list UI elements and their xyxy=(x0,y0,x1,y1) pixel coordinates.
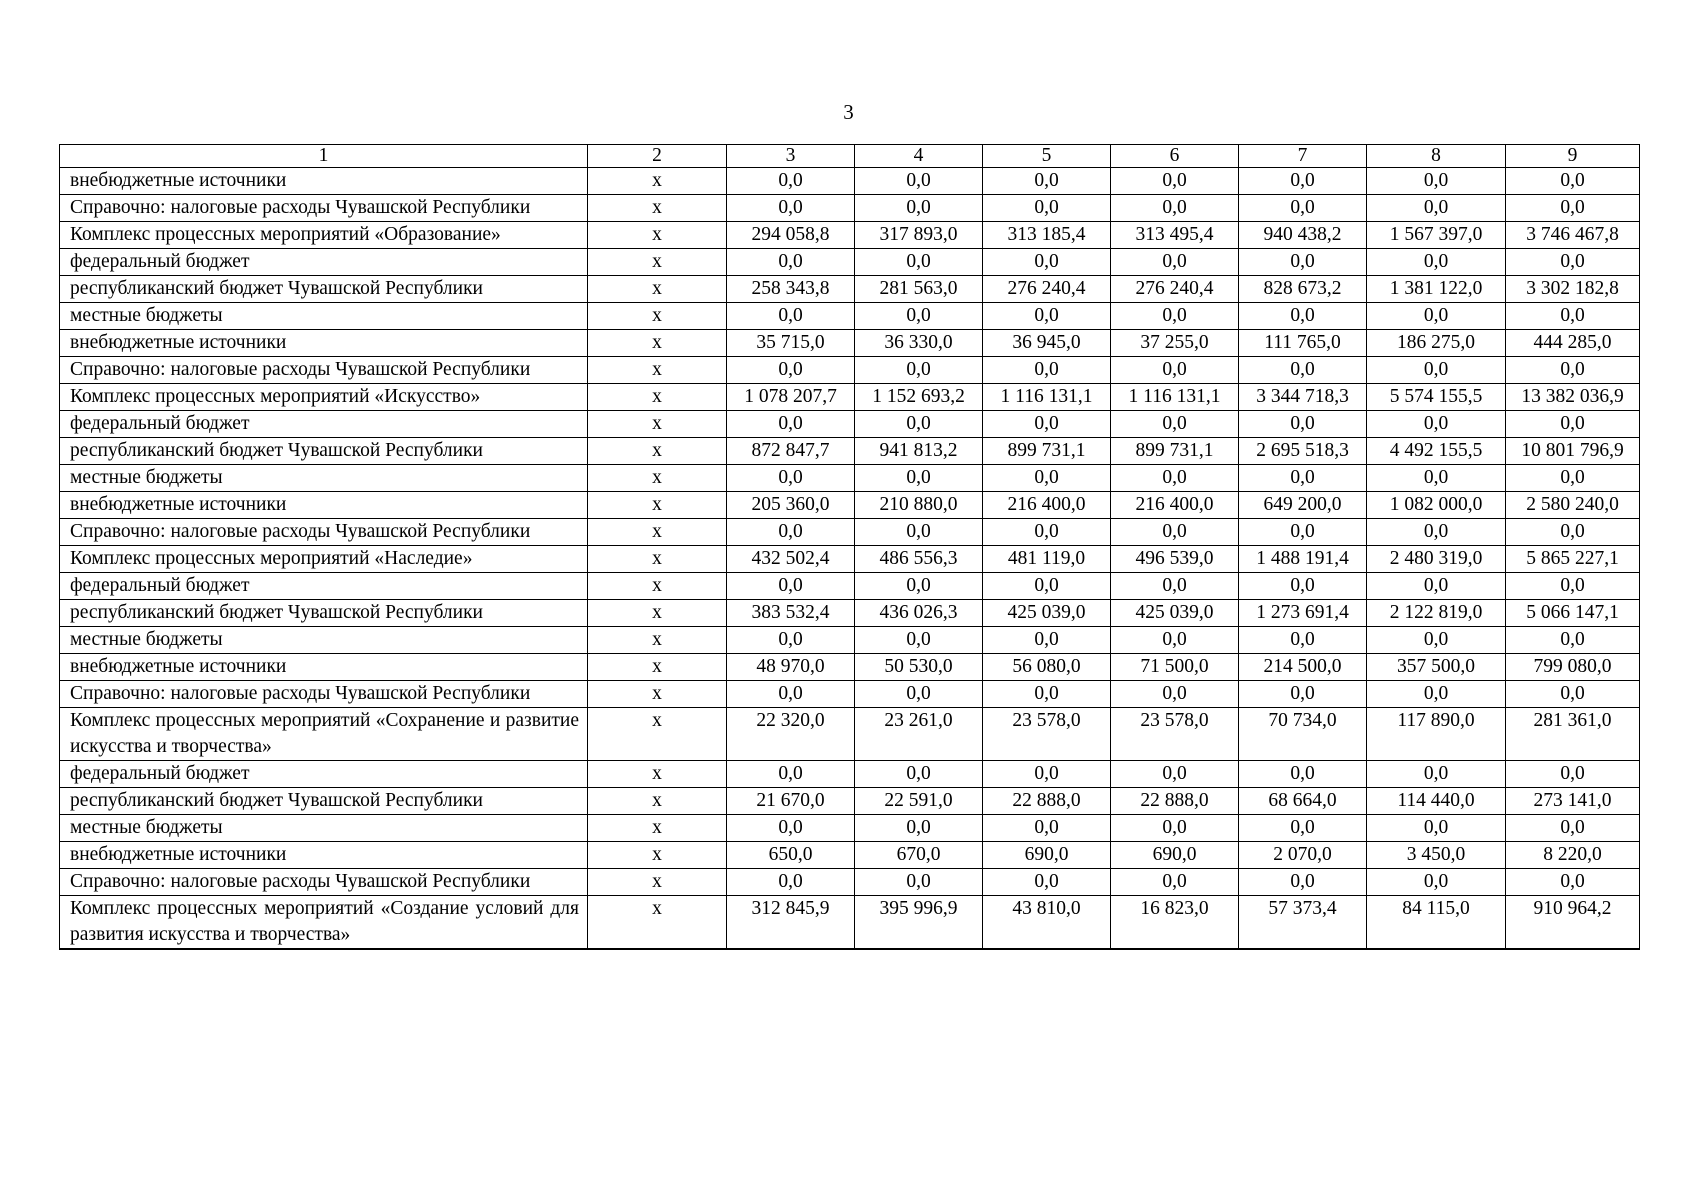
value-cell: 0,0 xyxy=(727,627,855,654)
value-cell: 0,0 xyxy=(855,519,983,546)
value-cell: 910 964,2 xyxy=(1506,896,1640,950)
value-cell: 0,0 xyxy=(727,168,855,195)
value-cell: 0,0 xyxy=(1111,303,1239,330)
value-cell: 70 734,0 xyxy=(1239,708,1367,761)
value-cell: 216 400,0 xyxy=(983,492,1111,519)
value-cell: 395 996,9 xyxy=(855,896,983,950)
value-cell: 0,0 xyxy=(727,815,855,842)
value-cell: 0,0 xyxy=(1111,357,1239,384)
value-cell: 0,0 xyxy=(983,573,1111,600)
row-name-cell: Комплекс процессных мероприятий «Образование» xyxy=(60,222,588,249)
value-cell: 0,0 xyxy=(1239,168,1367,195)
value-cell: 0,0 xyxy=(1506,195,1640,222)
value-cell: 0,0 xyxy=(727,357,855,384)
table-row xyxy=(60,330,1640,357)
row-code-cell: х xyxy=(588,869,727,896)
value-cell: 690,0 xyxy=(1111,842,1239,869)
table-row xyxy=(60,708,1640,761)
value-cell: 2 070,0 xyxy=(1239,842,1367,869)
table-row xyxy=(60,438,1640,465)
row-name-cell: федеральный бюджет xyxy=(60,573,588,600)
value-cell: 5 574 155,5 xyxy=(1367,384,1506,411)
value-cell: 4 492 155,5 xyxy=(1367,438,1506,465)
value-cell: 276 240,4 xyxy=(983,276,1111,303)
value-cell: 432 502,4 xyxy=(727,546,855,573)
value-cell: 0,0 xyxy=(983,411,1111,438)
value-cell: 0,0 xyxy=(1506,869,1640,896)
row-code-cell: х xyxy=(588,411,727,438)
row-code-cell: х xyxy=(588,681,727,708)
value-cell: 0,0 xyxy=(1367,627,1506,654)
row-name-cell: Справочно: налоговые расходы Чувашской Республики xyxy=(60,519,588,546)
value-cell: 496 539,0 xyxy=(1111,546,1239,573)
value-cell: 0,0 xyxy=(727,465,855,492)
row-code-cell: х xyxy=(588,492,727,519)
value-cell: 481 119,0 xyxy=(983,546,1111,573)
value-cell: 68 664,0 xyxy=(1239,788,1367,815)
row-code-cell: х xyxy=(588,600,727,627)
row-code-cell: х xyxy=(588,249,727,276)
value-cell: 0,0 xyxy=(855,168,983,195)
value-cell: 0,0 xyxy=(1111,761,1239,788)
value-cell: 0,0 xyxy=(1506,627,1640,654)
value-cell: 0,0 xyxy=(1239,815,1367,842)
value-cell: 22 591,0 xyxy=(855,788,983,815)
value-cell: 0,0 xyxy=(1111,249,1239,276)
value-cell: 258 343,8 xyxy=(727,276,855,303)
row-code-cell: х xyxy=(588,465,727,492)
value-cell: 3 746 467,8 xyxy=(1506,222,1640,249)
table-row xyxy=(60,411,1640,438)
value-cell: 0,0 xyxy=(1506,249,1640,276)
value-cell: 0,0 xyxy=(1367,815,1506,842)
value-cell: 0,0 xyxy=(1239,627,1367,654)
table-row xyxy=(60,492,1640,519)
value-cell: 294 058,8 xyxy=(727,222,855,249)
row-code-cell: х xyxy=(588,573,727,600)
value-cell: 0,0 xyxy=(855,815,983,842)
value-cell: 357 500,0 xyxy=(1367,654,1506,681)
value-cell: 23 578,0 xyxy=(1111,708,1239,761)
value-cell: 436 026,3 xyxy=(855,600,983,627)
row-name-cell: республиканский бюджет Чувашской Республики xyxy=(60,276,588,303)
value-cell: 0,0 xyxy=(855,869,983,896)
value-cell: 2 580 240,0 xyxy=(1506,492,1640,519)
table-row xyxy=(60,276,1640,303)
page-number: 3 xyxy=(843,100,854,124)
row-code-cell: х xyxy=(588,708,727,761)
row-code-cell: х xyxy=(588,168,727,195)
row-code-cell: х xyxy=(588,195,727,222)
value-cell: 0,0 xyxy=(1506,573,1640,600)
value-cell: 425 039,0 xyxy=(1111,600,1239,627)
row-code-cell: х xyxy=(588,627,727,654)
value-cell: 16 823,0 xyxy=(1111,896,1239,950)
value-cell: 0,0 xyxy=(1111,815,1239,842)
value-cell: 36 330,0 xyxy=(855,330,983,357)
value-cell: 0,0 xyxy=(855,681,983,708)
value-cell: 0,0 xyxy=(727,249,855,276)
value-cell: 43 810,0 xyxy=(983,896,1111,950)
value-cell: 0,0 xyxy=(1111,681,1239,708)
row-code-cell: х xyxy=(588,438,727,465)
row-name-cell: Справочно: налоговые расходы Чувашской Республики xyxy=(60,681,588,708)
table-row xyxy=(60,303,1640,330)
row-name-cell: местные бюджеты xyxy=(60,627,588,654)
value-cell: 3 450,0 xyxy=(1367,842,1506,869)
value-cell: 22 888,0 xyxy=(983,788,1111,815)
value-cell: 0,0 xyxy=(1367,573,1506,600)
table-row xyxy=(60,573,1640,600)
value-cell: 0,0 xyxy=(983,303,1111,330)
value-cell: 0,0 xyxy=(983,627,1111,654)
value-cell: 0,0 xyxy=(855,357,983,384)
value-cell: 0,0 xyxy=(855,761,983,788)
row-name-cell: Справочно: налоговые расходы Чувашской Республики xyxy=(60,357,588,384)
value-cell: 21 670,0 xyxy=(727,788,855,815)
value-cell: 2 480 319,0 xyxy=(1367,546,1506,573)
value-cell: 0,0 xyxy=(855,573,983,600)
value-cell: 0,0 xyxy=(983,465,1111,492)
value-cell: 1 082 000,0 xyxy=(1367,492,1506,519)
value-cell: 899 731,1 xyxy=(1111,438,1239,465)
row-name-cell: Справочно: налоговые расходы Чувашской Республики xyxy=(60,195,588,222)
value-cell: 0,0 xyxy=(1367,357,1506,384)
value-cell: 0,0 xyxy=(1506,815,1640,842)
value-cell: 425 039,0 xyxy=(983,600,1111,627)
table-row xyxy=(60,249,1640,276)
table-row xyxy=(60,357,1640,384)
row-code-cell: х xyxy=(588,276,727,303)
row-code-cell: х xyxy=(588,654,727,681)
value-cell: 0,0 xyxy=(1506,681,1640,708)
value-cell: 13 382 036,9 xyxy=(1506,384,1640,411)
column-header: 2 xyxy=(588,145,727,168)
row-name-cell: Справочно: налоговые расходы Чувашской Республики xyxy=(60,869,588,896)
value-cell: 0,0 xyxy=(983,357,1111,384)
value-cell: 1 488 191,4 xyxy=(1239,546,1367,573)
value-cell: 0,0 xyxy=(1506,761,1640,788)
value-cell: 1 273 691,4 xyxy=(1239,600,1367,627)
value-cell: 317 893,0 xyxy=(855,222,983,249)
value-cell: 56 080,0 xyxy=(983,654,1111,681)
value-cell: 210 880,0 xyxy=(855,492,983,519)
value-cell: 1 381 122,0 xyxy=(1367,276,1506,303)
value-cell: 0,0 xyxy=(1506,357,1640,384)
table-row xyxy=(60,168,1640,195)
value-cell: 828 673,2 xyxy=(1239,276,1367,303)
value-cell: 205 360,0 xyxy=(727,492,855,519)
row-name-cell: внебюджетные источники xyxy=(60,168,588,195)
value-cell: 0,0 xyxy=(1367,519,1506,546)
table-row xyxy=(60,519,1640,546)
row-code-cell: х xyxy=(588,357,727,384)
value-cell: 186 275,0 xyxy=(1367,330,1506,357)
value-cell: 0,0 xyxy=(1239,249,1367,276)
row-code-cell: х xyxy=(588,222,727,249)
row-code-cell: х xyxy=(588,384,727,411)
row-name-cell: внебюджетные источники xyxy=(60,654,588,681)
column-number-row xyxy=(60,145,1640,168)
value-cell: 383 532,4 xyxy=(727,600,855,627)
value-cell: 23 261,0 xyxy=(855,708,983,761)
value-cell: 0,0 xyxy=(1239,573,1367,600)
row-name-cell: внебюджетные источники xyxy=(60,842,588,869)
value-cell: 313 185,4 xyxy=(983,222,1111,249)
value-cell: 690,0 xyxy=(983,842,1111,869)
column-header: 6 xyxy=(1111,145,1239,168)
column-header: 9 xyxy=(1506,145,1640,168)
column-header: 4 xyxy=(855,145,983,168)
value-cell: 486 556,3 xyxy=(855,546,983,573)
value-cell: 0,0 xyxy=(1239,869,1367,896)
value-cell: 37 255,0 xyxy=(1111,330,1239,357)
value-cell: 0,0 xyxy=(1367,869,1506,896)
value-cell: 0,0 xyxy=(1506,411,1640,438)
value-cell: 0,0 xyxy=(983,681,1111,708)
table-row xyxy=(60,842,1640,869)
value-cell: 0,0 xyxy=(1367,411,1506,438)
table-row xyxy=(60,761,1640,788)
row-name-cell: федеральный бюджет xyxy=(60,411,588,438)
row-name-cell: Комплекс процессных мероприятий «Искусство» xyxy=(60,384,588,411)
value-cell: 5 066 147,1 xyxy=(1506,600,1640,627)
table-row xyxy=(60,546,1640,573)
value-cell: 57 373,4 xyxy=(1239,896,1367,950)
value-cell: 36 945,0 xyxy=(983,330,1111,357)
row-code-cell: х xyxy=(588,815,727,842)
value-cell: 0,0 xyxy=(855,465,983,492)
column-header: 5 xyxy=(983,145,1111,168)
value-cell: 111 765,0 xyxy=(1239,330,1367,357)
column-header: 3 xyxy=(727,145,855,168)
table-body xyxy=(60,168,1640,950)
value-cell: 444 285,0 xyxy=(1506,330,1640,357)
value-cell: 0,0 xyxy=(727,573,855,600)
value-cell: 940 438,2 xyxy=(1239,222,1367,249)
value-cell: 71 500,0 xyxy=(1111,654,1239,681)
value-cell: 0,0 xyxy=(855,627,983,654)
value-cell: 0,0 xyxy=(1239,519,1367,546)
value-cell: 0,0 xyxy=(1111,195,1239,222)
value-cell: 941 813,2 xyxy=(855,438,983,465)
row-name-cell: федеральный бюджет xyxy=(60,761,588,788)
value-cell: 0,0 xyxy=(1367,303,1506,330)
value-cell: 649 200,0 xyxy=(1239,492,1367,519)
table-row xyxy=(60,788,1640,815)
value-cell: 0,0 xyxy=(1367,168,1506,195)
value-cell: 0,0 xyxy=(1367,195,1506,222)
value-cell: 0,0 xyxy=(727,411,855,438)
row-code-cell: х xyxy=(588,761,727,788)
row-name-cell: местные бюджеты xyxy=(60,815,588,842)
value-cell: 0,0 xyxy=(1111,411,1239,438)
value-cell: 0,0 xyxy=(1239,465,1367,492)
value-cell: 35 715,0 xyxy=(727,330,855,357)
value-cell: 0,0 xyxy=(1239,681,1367,708)
row-name-cell: республиканский бюджет Чувашской Республики xyxy=(60,600,588,627)
value-cell: 10 801 796,9 xyxy=(1506,438,1640,465)
column-header: 8 xyxy=(1367,145,1506,168)
row-code-cell: х xyxy=(588,896,727,950)
value-cell: 2 695 518,3 xyxy=(1239,438,1367,465)
value-cell: 0,0 xyxy=(1111,627,1239,654)
value-cell: 0,0 xyxy=(1239,195,1367,222)
table-row xyxy=(60,681,1640,708)
value-cell: 0,0 xyxy=(1111,168,1239,195)
row-name-cell: Комплекс процессных мероприятий «Сохранение и развитие искусства и творчества» xyxy=(60,708,588,761)
value-cell: 281 563,0 xyxy=(855,276,983,303)
value-cell: 872 847,7 xyxy=(727,438,855,465)
value-cell: 670,0 xyxy=(855,842,983,869)
value-cell: 3 302 182,8 xyxy=(1506,276,1640,303)
value-cell: 0,0 xyxy=(983,519,1111,546)
column-header: 7 xyxy=(1239,145,1367,168)
value-cell: 0,0 xyxy=(1239,761,1367,788)
value-cell: 0,0 xyxy=(727,761,855,788)
row-code-cell: х xyxy=(588,303,727,330)
table-row xyxy=(60,195,1640,222)
value-cell: 0,0 xyxy=(1506,303,1640,330)
value-cell: 0,0 xyxy=(855,249,983,276)
value-cell: 0,0 xyxy=(983,815,1111,842)
row-code-cell: х xyxy=(588,330,727,357)
table-row xyxy=(60,896,1640,950)
value-cell: 281 361,0 xyxy=(1506,708,1640,761)
value-cell: 0,0 xyxy=(727,303,855,330)
value-cell: 50 530,0 xyxy=(855,654,983,681)
table-row xyxy=(60,815,1640,842)
table-row xyxy=(60,465,1640,492)
value-cell: 22 320,0 xyxy=(727,708,855,761)
table-row xyxy=(60,384,1640,411)
value-cell: 114 440,0 xyxy=(1367,788,1506,815)
row-name-cell: Комплекс процессных мероприятий «Наследие» xyxy=(60,546,588,573)
row-name-cell: республиканский бюджет Чувашской Республики xyxy=(60,438,588,465)
value-cell: 1 567 397,0 xyxy=(1367,222,1506,249)
value-cell: 22 888,0 xyxy=(1111,788,1239,815)
row-name-cell: внебюджетные источники xyxy=(60,492,588,519)
row-code-cell: х xyxy=(588,546,727,573)
value-cell: 0,0 xyxy=(855,195,983,222)
value-cell: 2 122 819,0 xyxy=(1367,600,1506,627)
value-cell: 84 115,0 xyxy=(1367,896,1506,950)
value-cell: 0,0 xyxy=(1367,465,1506,492)
value-cell: 0,0 xyxy=(1367,761,1506,788)
value-cell: 0,0 xyxy=(983,869,1111,896)
value-cell: 0,0 xyxy=(1239,411,1367,438)
value-cell: 273 141,0 xyxy=(1506,788,1640,815)
value-cell: 23 578,0 xyxy=(983,708,1111,761)
value-cell: 48 970,0 xyxy=(727,654,855,681)
value-cell: 5 865 227,1 xyxy=(1506,546,1640,573)
value-cell: 0,0 xyxy=(727,869,855,896)
value-cell: 313 495,4 xyxy=(1111,222,1239,249)
value-cell: 1 152 693,2 xyxy=(855,384,983,411)
value-cell: 0,0 xyxy=(855,411,983,438)
value-cell: 0,0 xyxy=(983,761,1111,788)
table-row xyxy=(60,222,1640,249)
value-cell: 8 220,0 xyxy=(1506,842,1640,869)
value-cell: 0,0 xyxy=(1239,303,1367,330)
value-cell: 0,0 xyxy=(1111,519,1239,546)
table-row xyxy=(60,627,1640,654)
row-name-cell: местные бюджеты xyxy=(60,465,588,492)
value-cell: 0,0 xyxy=(1239,357,1367,384)
value-cell: 0,0 xyxy=(727,681,855,708)
value-cell: 0,0 xyxy=(727,519,855,546)
value-cell: 0,0 xyxy=(983,168,1111,195)
row-code-cell: х xyxy=(588,788,727,815)
table-row xyxy=(60,869,1640,896)
budget-table xyxy=(59,144,1640,950)
table-row xyxy=(60,600,1640,627)
value-cell: 0,0 xyxy=(1111,869,1239,896)
value-cell: 1 116 131,1 xyxy=(983,384,1111,411)
value-cell: 0,0 xyxy=(855,303,983,330)
row-name-cell: республиканский бюджет Чувашской Республики xyxy=(60,788,588,815)
value-cell: 0,0 xyxy=(1506,168,1640,195)
row-name-cell: федеральный бюджет xyxy=(60,249,588,276)
value-cell: 0,0 xyxy=(727,195,855,222)
value-cell: 1 078 207,7 xyxy=(727,384,855,411)
value-cell: 799 080,0 xyxy=(1506,654,1640,681)
value-cell: 3 344 718,3 xyxy=(1239,384,1367,411)
value-cell: 0,0 xyxy=(1111,465,1239,492)
value-cell: 216 400,0 xyxy=(1111,492,1239,519)
row-name-cell: внебюджетные источники xyxy=(60,330,588,357)
value-cell: 214 500,0 xyxy=(1239,654,1367,681)
value-cell: 117 890,0 xyxy=(1367,708,1506,761)
row-name-cell: Комплекс процессных мероприятий «Создание условий для развития искусства и творчества» xyxy=(60,896,588,950)
value-cell: 650,0 xyxy=(727,842,855,869)
value-cell: 0,0 xyxy=(1506,519,1640,546)
value-cell: 276 240,4 xyxy=(1111,276,1239,303)
value-cell: 312 845,9 xyxy=(727,896,855,950)
table-row xyxy=(60,654,1640,681)
row-name-cell: местные бюджеты xyxy=(60,303,588,330)
value-cell: 0,0 xyxy=(1367,681,1506,708)
value-cell: 1 116 131,1 xyxy=(1111,384,1239,411)
row-code-cell: х xyxy=(588,842,727,869)
value-cell: 899 731,1 xyxy=(983,438,1111,465)
value-cell: 0,0 xyxy=(1111,573,1239,600)
value-cell: 0,0 xyxy=(1506,465,1640,492)
value-cell: 0,0 xyxy=(983,249,1111,276)
value-cell: 0,0 xyxy=(983,195,1111,222)
value-cell: 0,0 xyxy=(1367,249,1506,276)
row-code-cell: х xyxy=(588,519,727,546)
column-header: 1 xyxy=(60,145,588,168)
